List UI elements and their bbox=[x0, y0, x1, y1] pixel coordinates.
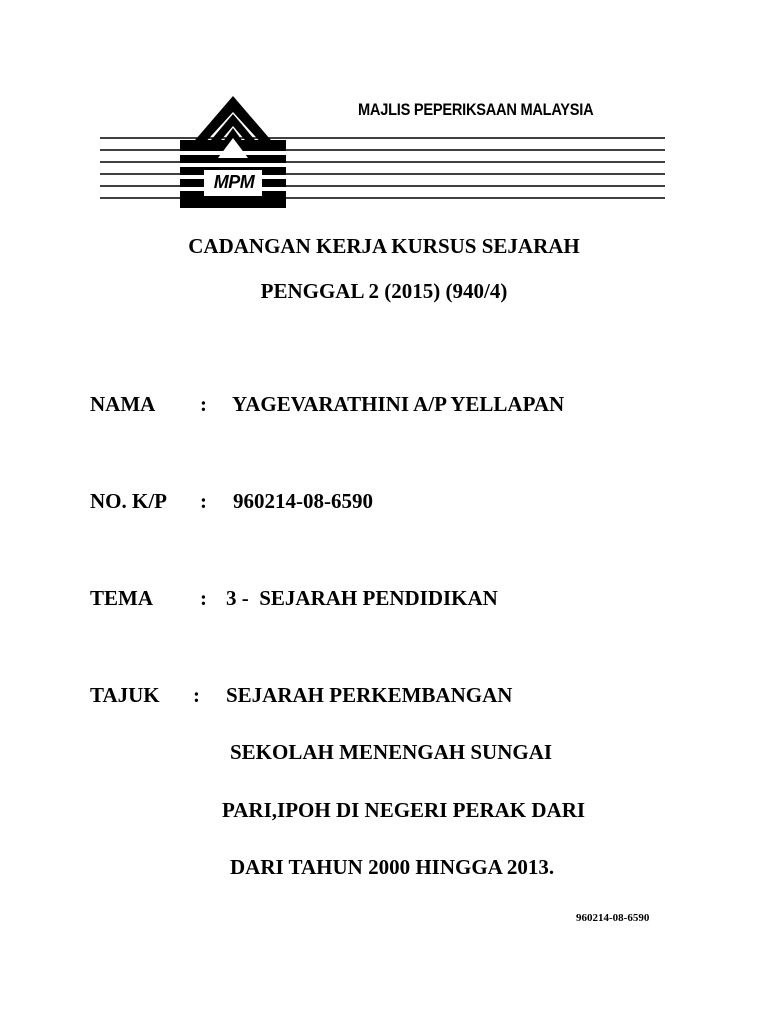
title-line-2: PENGGAL 2 (2015) (940/4) bbox=[260, 279, 508, 303]
tajuk-line-3: PARI,IPOH DI NEGERI PERAK DARI bbox=[222, 798, 586, 822]
kp-colon: : bbox=[200, 489, 207, 513]
nama-label: NAMA bbox=[90, 392, 156, 416]
kp-value: 960214-08-6590 bbox=[233, 489, 373, 513]
tajuk-colon: : bbox=[193, 683, 200, 707]
footer-id: 960214-08-6590 bbox=[576, 912, 650, 924]
kp-label: NO. K/P bbox=[90, 489, 167, 513]
nama-colon: : bbox=[200, 392, 207, 416]
nama-value: YAGEVARATHINI A/P YELLAPAN bbox=[232, 392, 565, 416]
mpm-header bbox=[100, 92, 670, 212]
tajuk-line-4: DARI TAHUN 2000 HINGGA 2013. bbox=[230, 855, 555, 879]
tema-colon: : bbox=[200, 586, 207, 610]
title-line-1: CADANGAN KERJA KURSUS SEJARAH bbox=[188, 234, 580, 258]
tajuk-line-2: SEKOLAH MENENGAH SUNGAI bbox=[230, 740, 553, 764]
tema-value: 3 - SEJARAH PENDIDIKAN bbox=[226, 586, 498, 610]
organization-name: MAJLIS PEPERIKSAAN MALAYSIA bbox=[358, 100, 594, 119]
tajuk-label: TAJUK bbox=[90, 683, 160, 707]
tajuk-line-1: SEJARAH PERKEMBANGAN bbox=[226, 683, 513, 707]
logo-label: MPM bbox=[213, 172, 255, 192]
tema-label: TEMA bbox=[90, 586, 153, 610]
